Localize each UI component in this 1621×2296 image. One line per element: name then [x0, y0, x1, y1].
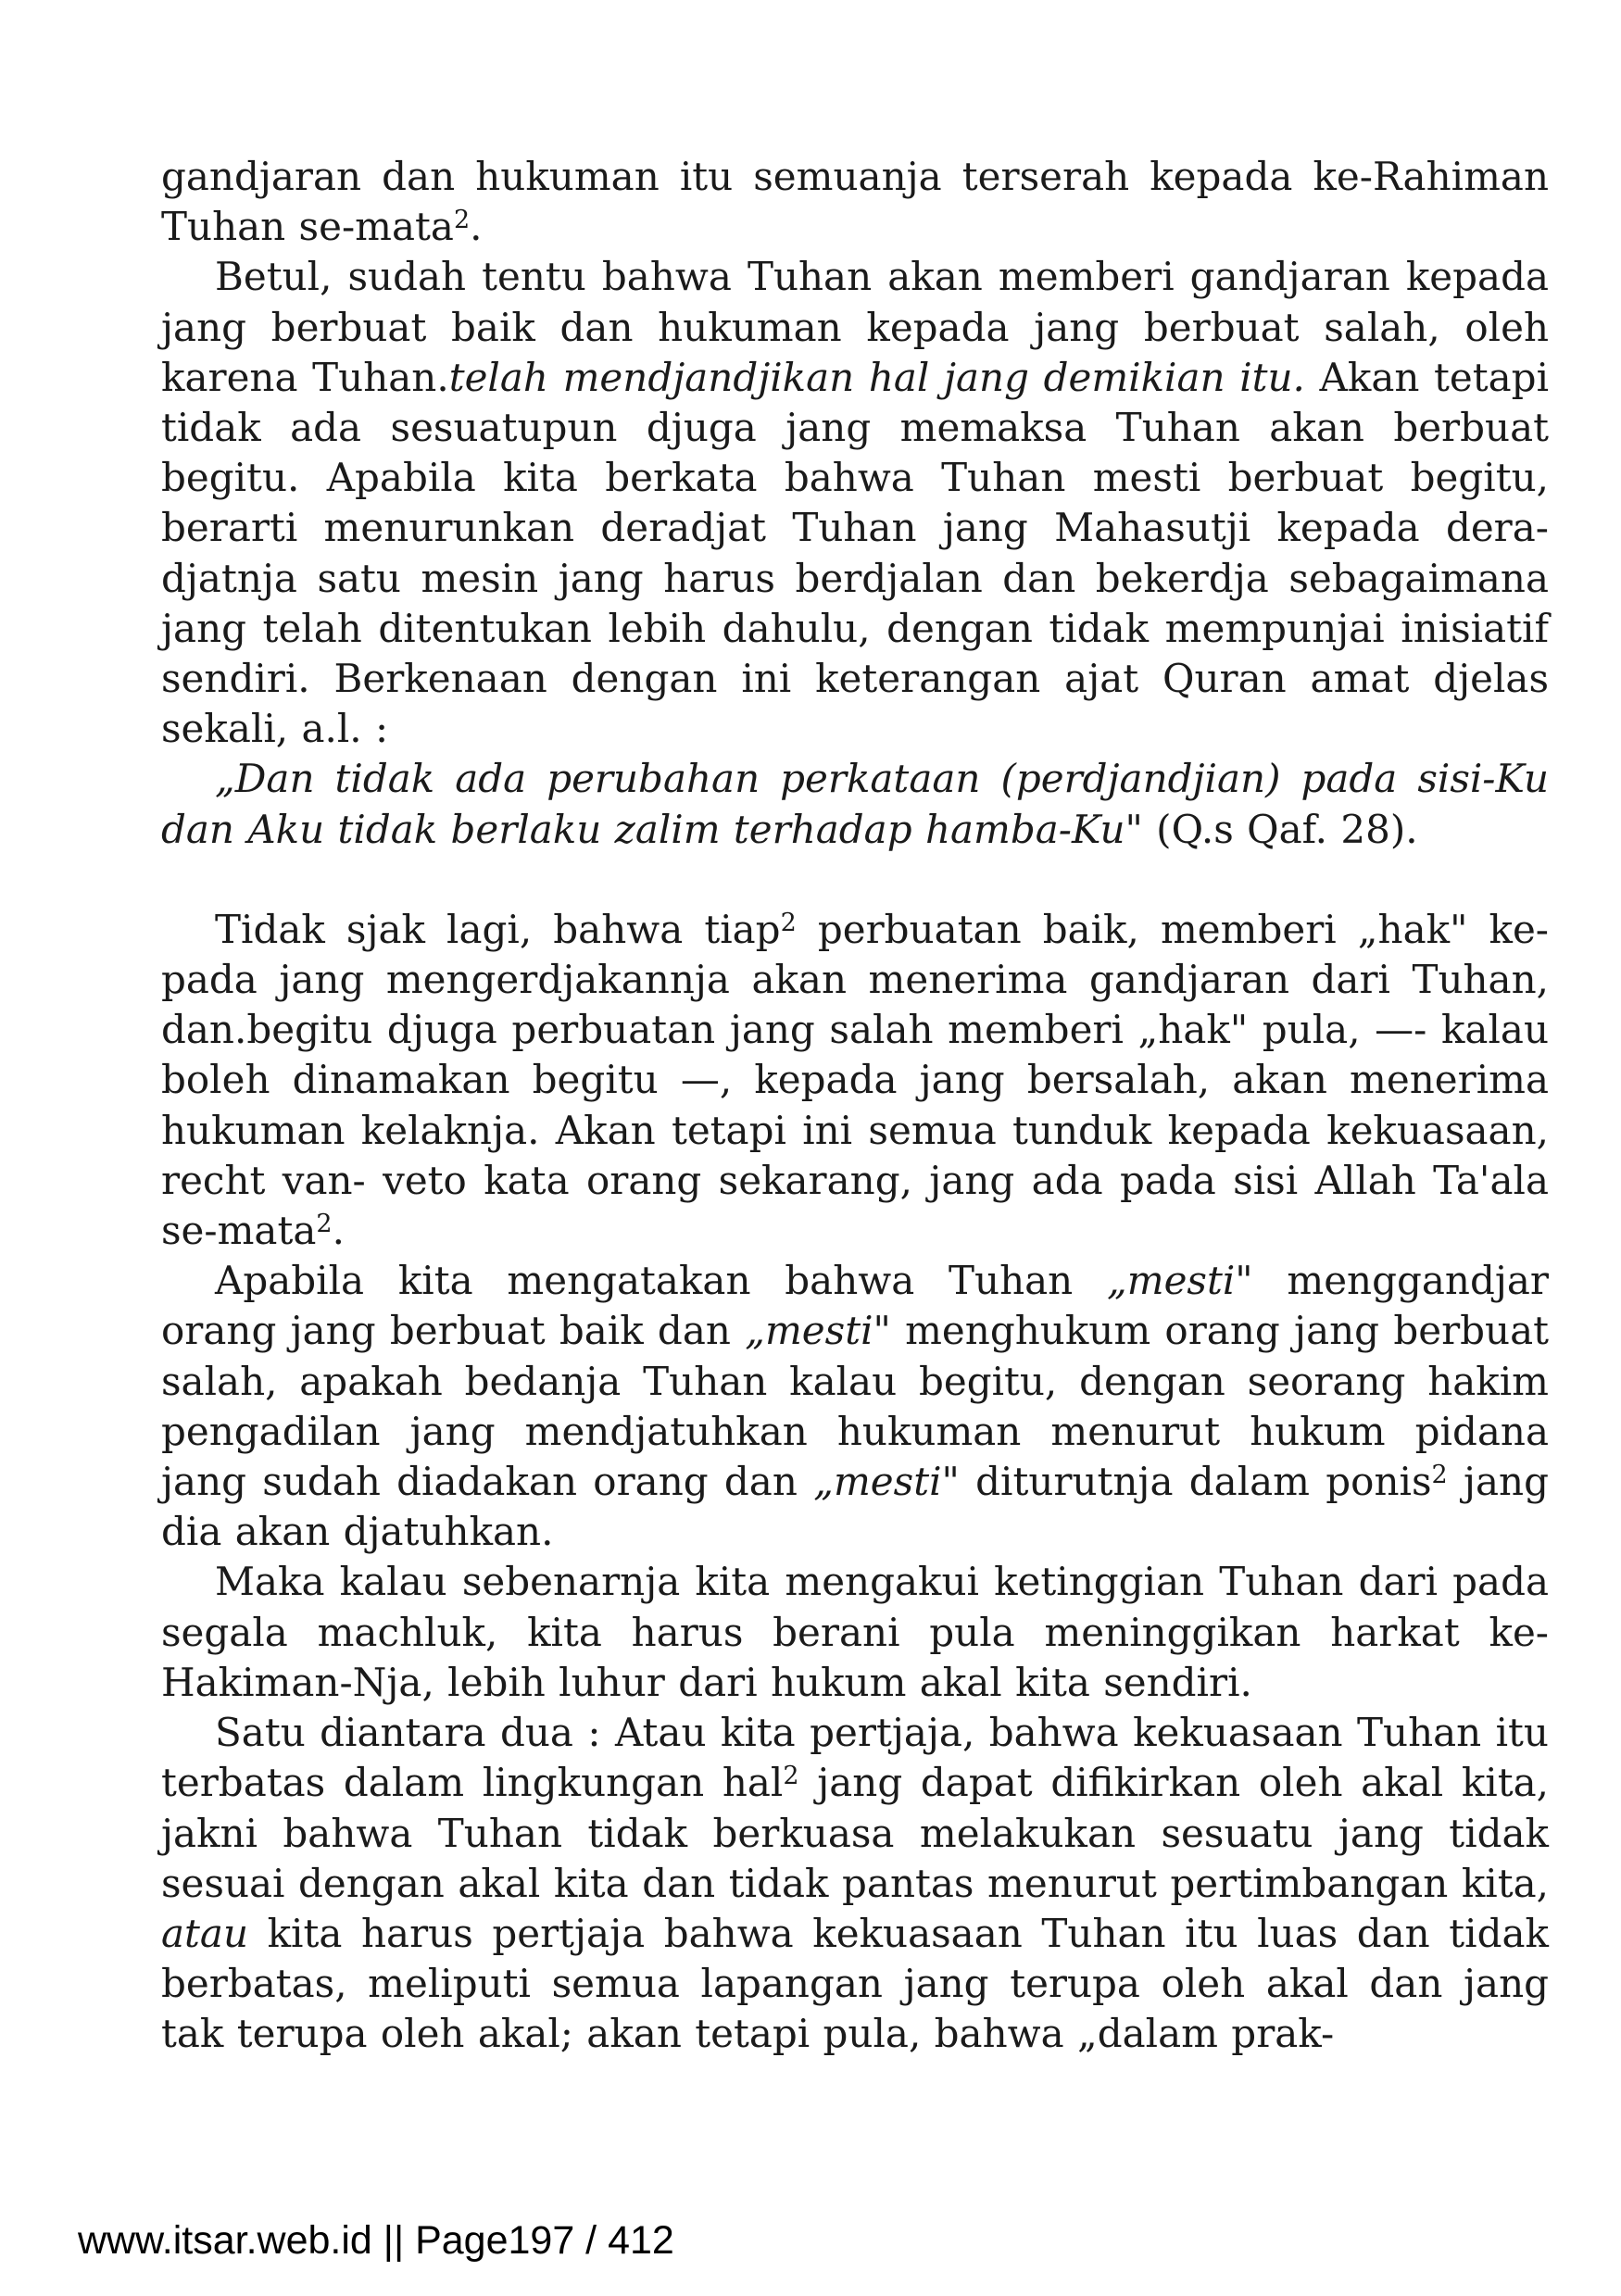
- page-footer: www.itsar.web.id || Page197 / 412: [78, 2218, 674, 2263]
- body-paragraph: [161, 252, 1549, 754]
- text-run: Akan tetapi tidak ada sesuatupun djuga jang memaksa Tuhan akan berbuat begitu. Apabila kita berkata bahwa Tuhan mesti berbuat begitu, berarti menurunkan deradjat Tuhan jang Mahasutji kepada deradjatnja satu mesin jang harus berdjalan dan bekerdja sebagaimana jang telah ditentukan lebih dahulu, dengan tidak mempunjai inisiatif sendiri. Berkenaan dengan ini keterangan ajat Quran amat djelas sekali, a.l. :: [161, 354, 1549, 752]
- superscript-mark: 2: [780, 908, 797, 937]
- superscript-mark: 2: [453, 206, 471, 235]
- quran-quote-paragraph: [161, 754, 1549, 854]
- page-body-text: [161, 152, 1549, 2060]
- body-paragraph: [161, 152, 1549, 252]
- body-paragraph: [161, 1256, 1549, 1557]
- italic-text: „mesti": [813, 1459, 960, 1505]
- text-run: gandjaran dan hukuman itu semuanja terserah kepada ke-Rahiman Tuhan se-mata: [161, 154, 1549, 250]
- text-run: Tidak sjak lagi, bahwa tiap: [215, 906, 781, 952]
- italic-text: atau: [161, 1910, 249, 1956]
- text-run: jang dia akan djatuhkan.: [161, 1459, 1549, 1555]
- superscript-mark: 2: [1431, 1461, 1448, 1490]
- superscript-mark: 2: [316, 1210, 333, 1239]
- text-run: Betul, sudah tentu bahwa Tuhan akan memberi gandjaran kepada jang berbuat baik dan hukuman kepada jang berbuat salah, oleh karena Tuhan.: [161, 254, 1549, 400]
- superscript-mark: 2: [783, 1762, 799, 1791]
- italic-text: „mesti": [1106, 1258, 1253, 1304]
- italic-text: „Dan tidak ada perubahan perkataan (perdjandjian) pada sisi-Ku dan Aku tidak berlaku zalim terhadap hamba-Ku": [161, 756, 1549, 852]
- body-paragraph: [161, 1708, 1549, 2059]
- text-run: .: [332, 1208, 345, 1254]
- text-run: Apabila kita mengatakan bahwa Tuhan: [215, 1258, 1107, 1304]
- text-run: Maka kalau sebenarnja kita mengakui ketinggian Tuhan dari pada segala machluk, kita harus berani pula meninggikan harkat ke-Hakiman-Nja, lebih luhur dari hukum akal kita sendiri.: [161, 1559, 1549, 1705]
- text-run: menggandjar orang jang berbuat baik dan: [161, 1258, 1549, 1354]
- body-paragraph: [161, 1557, 1549, 1708]
- text-run: kita harus pertjaja bahwa kekuasaan Tuhan itu luas dan tidak berbatas, meliputi semua lapangan jang terupa oleh akal dan jang tak terupa oleh akal; akan tetapi pula, bahwa „dalam prak-: [161, 1910, 1549, 2057]
- text-run: perbuatan baik, memberi „hak" kepada jang mengerdjakannja akan menerima gandjaran dari Tuhan, dan.begitu djuga perbuatan jang salah memberi „hak" pula, —- kalau boleh dinamakan begitu —, kepada jang bersalah, akan menerima hukuman kelaknja. Akan tetapi ini semua tunduk kepada kekuasaan, recht van- veto kata orang sekarang, jang ada pada sisi Allah Ta'ala se-mata: [161, 906, 1549, 1254]
- italic-text: „mesti": [745, 1308, 891, 1354]
- text-run: (Q.s Qaf. 28).: [1142, 806, 1418, 852]
- text-run: diturutnja dalam ponis: [959, 1459, 1432, 1505]
- body-paragraph: [161, 905, 1549, 1256]
- text-run: jang dapat difikirkan oleh akal kita, jakni bahwa Tuhan tidak berkuasa melakukan sesuatu jang tidak sesuai dengan akal kita dan tidak pantas menurut pertimbangan kita,: [161, 1760, 1549, 1906]
- italic-text: telah mendjandjikan hal jang demikian itu.: [448, 354, 1305, 400]
- text-run: .: [470, 204, 483, 250]
- text-run: Satu diantara dua : Atau kita pertjaja, bahwa kekuasaan Tuhan itu terbatas dalam lingkungan hal: [161, 1710, 1549, 1806]
- text-run: menghukum orang jang berbuat salah, apakah bedanja Tuhan kalau begitu, dengan seorang hakim pengadilan jang mendjatuhkan hukuman menurut hukum pidana jang sudah diadakan orang dan: [161, 1308, 1549, 1505]
- paragraph-gap: [161, 855, 1549, 905]
